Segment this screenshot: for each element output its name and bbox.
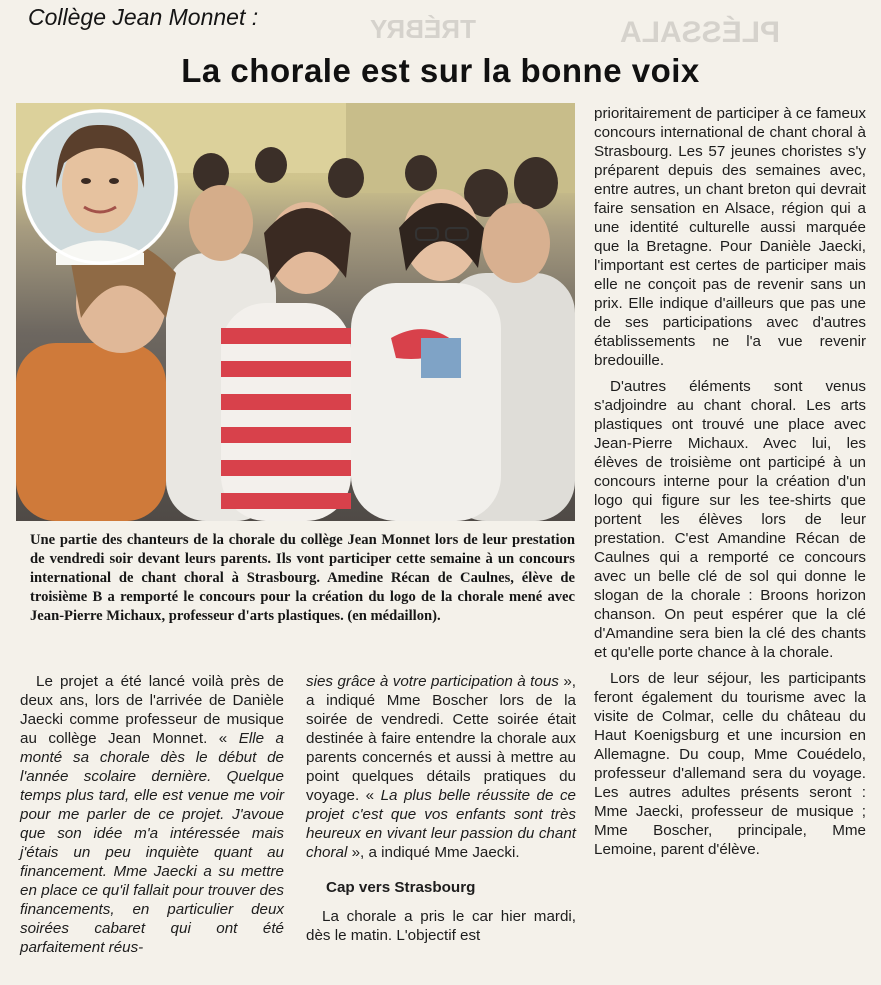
article-kicker: Collège Jean Monnet : [28, 4, 259, 30]
photo-caption: Une partie des chanteurs de la chorale du collège Jean Monnet lors de leur prestation de vendredi soir devant leurs parents. Ils vont participer cette semaine à un concours international de chant choral à Strasbourg. Amedine Récan de Caulnes, élève de troisième B a remporté le concours pour la création du logo de la chorale mené avec Jean-Pierre Michaux, professeur d'arts plastiques. (en médaillon). [30, 532, 575, 624]
bleed-through-text: TRÉBRY [370, 14, 476, 44]
paragraph [306, 672, 576, 862]
paragraph: D'autres éléments sont venus s'adjoindre au chant choral. Les arts plastiques ont trouvé une place avec Jean-Pierre Michaux. Avec lui, les élèves de troisième ont participé à un concours interne pour la création d'un logo qui figure sur les tee-shirts que portent les élèves lors de leur prestation. C'est Amandine Récan de Caulnes qui a remporté ce concours avec un belle clé de sol qui donne le slogan de la chorale : Broons horizon chanson. On peut espérer que la clé d'Amandine sera bien la clé des chants et qu'elle porte chance à la chorale. [594, 378, 866, 661]
choir-photo [16, 103, 575, 521]
paragraph [20, 672, 284, 957]
quote-text: sies grâce à votre participation à tous [306, 673, 559, 690]
quote-text: Elle a monté sa chorale dès le début de l'année scolaire dernière. Quelque temps plus tard, elle est venue me voir pour me parler de ce projet. J'avoue que son idée m'a intéressée mais j'étais un peu inquiète quant au financement. Mme Jaecki a su mettre en place ce qu'il fallait pour trouver des financements, en particulier deux soirées cabaret qui ont été parfaitement réus- [20, 730, 284, 956]
paragraph-text: », a indiqué Mme Boscher lors de la soirée de vendredi. Cette soirée était destinée à faire entendre la chorale aux parents concernés et aussi à mettre au point quelques détails pratiques du voyage. « [306, 673, 576, 804]
paragraph-text: », a indiqué Mme Jaecki. [347, 844, 520, 861]
paragraph-text: Le projet a été lancé voilà près de deux ans, lors de l'arrivée de Danièle Jaecki comme professeur de musique au collège Jean Monnet. « [20, 673, 284, 747]
article-headline: La chorale est sur la bonne voix [181, 52, 700, 89]
article-column-3 [594, 104, 866, 859]
paragraph: prioritairement de participer à ce fameux concours international de chant choral à Strasbourg. Les 57 jeunes choristes s'y préparent depuis des semaines avec, entre autres, un chant breton qui devrait faire sensation en Alsace, région qui a une identité culturelle aussi marquée que la Bretagne. Pour Danièle Jaecki, l'important est certes de participer mais elle ne conçoit pas de revenir sans un prix. Elle indique d'ailleurs que pas une de ses participations avec d'autres établissements ne l'a vue revenir bredouille. [594, 105, 866, 369]
article-column-1 [20, 672, 284, 957]
paragraph: Lors de leur séjour, les participants feront également du tourisme avec la visite de Colmar, celle du château du Haut Koenigsburg et une incursion en Allemagne. Du coup, Mme Couédelo, professeur d'allemand sera du voyage. Les autres adultes présents seront : Mme Jaecki, professeur de musique ; Mme Boscher, principale, Mme Lemoine, parent d'élève. [594, 670, 866, 858]
paragraph: La chorale a pris le car hier mardi, dès le matin. L'objectif est [306, 908, 576, 944]
bleed-through-text: PLÉSSALA [620, 16, 781, 49]
quote-text: La plus belle réussite de ce projet c'est que vos enfants sont très heureux en vivant leur passion du chant choral [306, 787, 576, 861]
subheading: Cap vers Strasbourg [326, 879, 476, 896]
article-column-2 [306, 672, 576, 945]
